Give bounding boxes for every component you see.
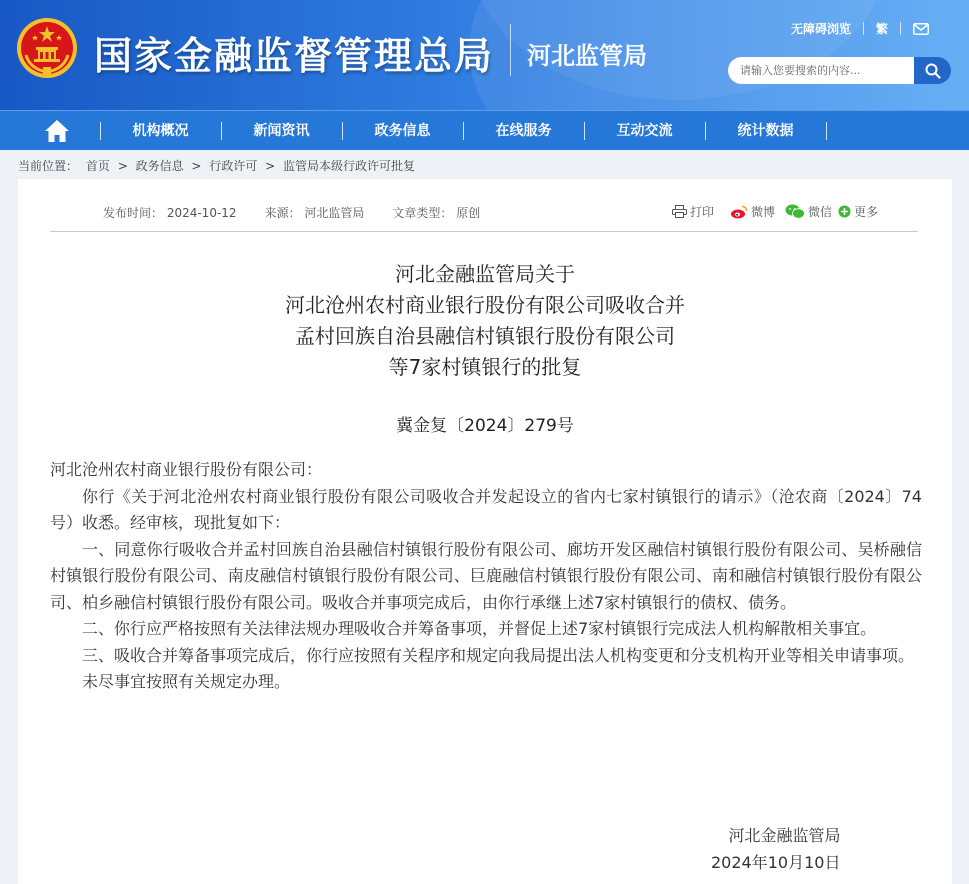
- breadcrumb-separator: >: [117, 159, 128, 173]
- nav-divider: [705, 122, 706, 140]
- site-header: [0, 0, 969, 110]
- body-paragraph: 二、你行应严格按照有关法律法规办理吸收合并筹备事项，并督促上述7家村镇银行完成法人机构解散相关事宜。: [82, 619, 877, 638]
- nav-divider: [342, 122, 343, 140]
- article-source: 来源： 河北监管局: [264, 206, 365, 220]
- sub-title[interactable]: 河北监管局: [527, 42, 647, 70]
- top-link-divider: [900, 22, 901, 35]
- search-icon: [925, 63, 941, 79]
- mail-icon[interactable]: [913, 23, 929, 35]
- signature-org: 河北金融监管局: [728, 826, 841, 845]
- body-paragraph: 一、同意你行吸收合并孟村回族自治县融信村镇银行股份有限公司、廊坊开发区融信村镇银行股份有限公司、吴桥融信村镇银行股份有限公司、南皮融信村镇银行股份有限公司、巨鹿融信村镇银行股份有限公司、南和融信村镇银行股份有限公司、柏乡融信村镇银行股份有限公司。吸收合并事项完成后，由你行承继上述7家村镇银行的债权、债务。: [50, 539, 922, 612]
- top-link-divider: [863, 22, 864, 35]
- accessibility-link[interactable]: 无障碍浏览: [790, 22, 851, 36]
- printer-icon: [672, 205, 687, 218]
- breadcrumb-item-admin-license[interactable]: 行政许可: [209, 159, 258, 173]
- nav-divider: [463, 122, 464, 140]
- signature-date: 2024年10月10日: [711, 853, 841, 872]
- print-label: 打印: [690, 205, 715, 219]
- wechat-icon: [785, 204, 805, 219]
- breadcrumb: [18, 157, 419, 174]
- title-line: 孟村回族自治县融信村镇银行股份有限公司: [295, 324, 675, 348]
- breadcrumb-label: 当前位置：: [18, 159, 79, 173]
- more-share-button[interactable]: [838, 203, 878, 220]
- national-emblem-icon[interactable]: [16, 17, 78, 79]
- nav-item-about[interactable]: 机构概况: [132, 123, 189, 139]
- publish-time: 发布时间： 2024-10-12: [103, 206, 237, 220]
- breadcrumb-separator: >: [191, 159, 202, 173]
- breadcrumb-item-government-info[interactable]: 政务信息: [135, 159, 184, 173]
- article-meta: [103, 204, 508, 221]
- nav-item-interaction[interactable]: 互动交流: [616, 123, 673, 139]
- search-input[interactable]: [728, 57, 914, 84]
- article-container: [18, 179, 952, 884]
- breadcrumb-separator: >: [265, 159, 276, 173]
- weibo-label: 微博: [751, 205, 776, 219]
- more-label: 更多: [854, 205, 879, 219]
- traditional-chinese-link[interactable]: 繁: [875, 22, 888, 36]
- nav-divider: [826, 122, 827, 140]
- title-line: 等7家村镇银行的批复: [388, 355, 582, 379]
- addressee: 河北沧州农村商业银行股份有限公司：: [50, 460, 323, 479]
- wechat-label: 微信: [808, 205, 833, 219]
- top-links: [791, 20, 929, 37]
- main-nav: [0, 110, 969, 150]
- nav-item-online-service[interactable]: 在线服务: [495, 123, 552, 139]
- article-body: [50, 457, 922, 696]
- meta-divider: [50, 231, 918, 232]
- title-line: 河北沧州农村商业银行股份有限公司吸收合并: [285, 293, 685, 317]
- weibo-share-button[interactable]: [730, 203, 775, 220]
- article-type: 文章类型： 原创: [392, 206, 481, 220]
- search-button[interactable]: [914, 57, 951, 84]
- nav-item-statistics[interactable]: 统计数据: [737, 123, 794, 139]
- title-divider: [510, 24, 511, 76]
- site-title[interactable]: 国家金融监督管理总局: [94, 34, 495, 78]
- print-button[interactable]: [672, 203, 714, 220]
- article-title: [18, 259, 952, 383]
- document-number: 冀金复〔2024〕279号: [396, 416, 574, 436]
- weibo-icon: [730, 205, 748, 219]
- wechat-share-button[interactable]: [785, 203, 832, 220]
- title-line: 河北金融监管局关于: [395, 262, 575, 286]
- body-paragraph: 你行《关于河北沧州农村商业银行股份有限公司吸收合并发起设立的省内七家村镇银行的请示》（沧农商〔2024〕74号）收悉。经审核，现批复如下：: [50, 486, 922, 532]
- breadcrumb-item-current[interactable]: 监管局本级行政许可批复: [283, 159, 416, 173]
- nav-divider: [584, 122, 585, 140]
- nav-divider: [221, 122, 222, 140]
- breadcrumb-item-home[interactable]: 首页: [85, 159, 110, 173]
- plus-icon: [838, 205, 851, 218]
- signature-block: [711, 822, 840, 876]
- home-icon[interactable]: [44, 119, 70, 143]
- nav-item-government-info[interactable]: 政务信息: [374, 123, 431, 139]
- nav-item-news[interactable]: 新闻资讯: [253, 123, 310, 139]
- share-bar: [672, 203, 884, 220]
- body-paragraph: 未尽事宜按照有关规定办理。: [82, 672, 291, 691]
- body-paragraph: 三、吸收合并筹备事项完成后，你行应按照有关程序和规定向我局提出法人机构变更和分支机构开业等相关申请事项。: [82, 645, 915, 665]
